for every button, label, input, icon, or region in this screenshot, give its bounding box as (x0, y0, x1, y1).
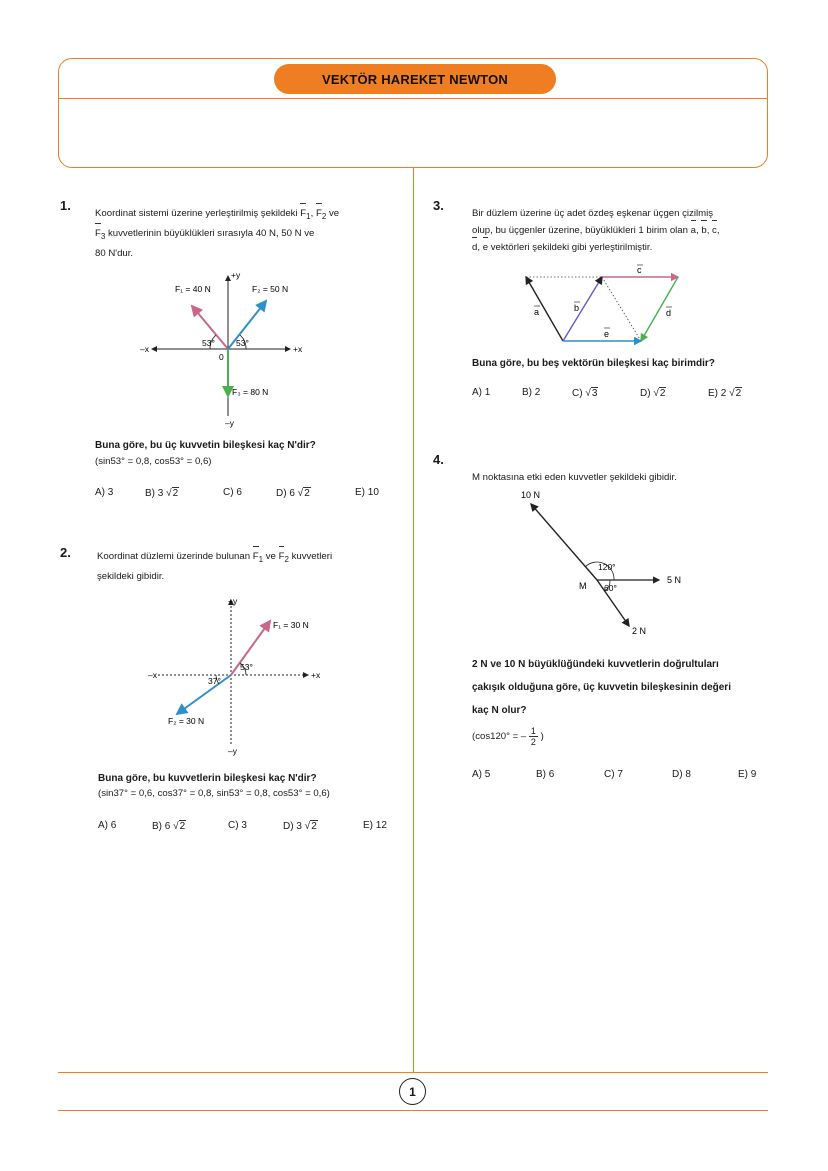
q1-angle-right: 53° (236, 338, 249, 348)
page-title: VEKTÖR HAREKET NEWTON (274, 64, 556, 94)
q2-angle-37: 37° (208, 676, 221, 686)
q4-option-d[interactable]: D) 8 (672, 769, 691, 780)
q4-stem: M noktasına etki eden kuvvetler şekildeki gibidir. (472, 472, 677, 483)
q1-option-c[interactable]: C) 6 (223, 487, 242, 498)
q3-number: 3. (433, 198, 444, 213)
q2-angle-53: 53° (240, 662, 253, 672)
q3-label-e: e (604, 329, 610, 339)
q4-question: 2 N ve 10 N büyüklüğündeki kuvvetlerin doğrultuları çakışık olduğuna göre, üç kuvvetin bileşkesinin değeri kaç N olur? (472, 659, 731, 716)
q1-f3-label: F₃ = 80 N (232, 387, 269, 397)
q3-stem: Bir düzlem üzerine üç adet özdeş eşkenar üçgen çizilmiş olup, bu üçgenler üzerine, büyüklükleri 1 birim olan a, b, c, d, e vektörleri şekildeki gibi yerleştirilmiştir. (472, 205, 772, 256)
q2-option-d[interactable]: D) 3 √2 (283, 821, 317, 832)
q4-angle-120: 120° (598, 562, 616, 572)
q2-f2-label: F₂ = 30 N (168, 716, 205, 726)
q2-given: (sin37° = 0,6, cos37° = 0,8, sin53° = 0,8, cos53° = 0,6) (98, 788, 330, 799)
q3-label-b: b (574, 303, 580, 313)
q2-minus-y: –y (228, 746, 237, 756)
footer-line-top (58, 1072, 768, 1073)
column-divider (413, 168, 414, 1072)
q1-option-a[interactable]: A) 3 (95, 487, 114, 498)
q3-label-c: c (637, 265, 642, 275)
q1-figure (140, 268, 320, 430)
q1-f2-label: F₂ = 50 N (252, 284, 289, 294)
q4-option-e[interactable]: E) 9 (738, 769, 757, 780)
q2-f1-label: F₁ = 30 N (273, 620, 309, 630)
q3-option-c[interactable]: C) √3 (572, 388, 598, 399)
q2-question: Buna göre, bu kuvvetlerin bileşkesi kaç N'dir? (98, 773, 317, 784)
q3-figure (520, 263, 720, 348)
header-divider (59, 98, 767, 99)
q2-option-e[interactable]: E) 12 (363, 820, 387, 831)
q3-option-b[interactable]: B) 2 (522, 387, 541, 398)
q1-minus-x: –x (140, 344, 149, 354)
q1-number: 1. (60, 198, 71, 213)
q1-f1-label: F₁ = 40 N (175, 284, 211, 294)
q1-angle-left: 53° (202, 338, 215, 348)
q3-question: Buna göre, bu beş vektörün bileşkesi kaç birimdir? (472, 358, 715, 369)
q4-option-a[interactable]: A) 5 (472, 769, 491, 780)
q1-plus-y: +y (231, 270, 241, 280)
q2-option-a[interactable]: A) 6 (98, 820, 117, 831)
q1-option-b[interactable]: B) 3 √2 (145, 488, 179, 499)
q1-plus-x: +x (293, 344, 303, 354)
q4-number: 4. (433, 452, 444, 467)
q1-stem: Koordinat sistemi üzerine yerleştirilmiş şekildeki $F_1$, $F_2$ ve $F_3$ kuvvetlerinin büyüklükleri sırasıyla 40 N, 50 N ve 80 N'dur. (95, 205, 395, 262)
q2-minus-x: –x (148, 670, 157, 680)
q4-option-b[interactable]: B) 6 (536, 769, 555, 780)
q1-option-e[interactable]: E) 10 (355, 487, 379, 498)
footer-line-bottom (58, 1110, 768, 1111)
q2-plus-x: +x (311, 670, 321, 680)
q3-label-a: a (534, 307, 540, 317)
q1-given: (sin53° = 0,8, cos53° = 0,6) (95, 456, 212, 467)
q2-stem: Koordinat düzlemi üzerinde bulunan $F_1$ ve $F_2$ kuvvetleri şekildeki gibidir. (97, 548, 397, 585)
q1-option-d[interactable]: D) 6 √2 (276, 488, 310, 499)
q1-origin: 0 (219, 352, 224, 362)
q4-option-c[interactable]: C) 7 (604, 769, 623, 780)
q3-option-d[interactable]: D) √2 (640, 388, 666, 399)
q1-question: Buna göre, bu üç kuvvetin bileşkesi kaç N'dir? (95, 440, 316, 451)
q2-figure (148, 594, 328, 756)
q1-minus-y: –y (225, 418, 234, 428)
q2-plus-y: +y (228, 596, 238, 606)
q4-label-5n: 5 N (667, 575, 682, 585)
q4-label-10n: 10 N (521, 490, 541, 500)
q4-angle-60: 60° (604, 583, 617, 593)
q2-option-c[interactable]: C) 3 (228, 820, 247, 831)
q4-given: (cos120° = – $\frac{1}{2}$ ) (472, 726, 544, 747)
q4-figure (515, 488, 695, 640)
q3-option-e[interactable]: E) 2 √2 (708, 388, 742, 399)
page-number: 1 (399, 1078, 426, 1105)
q2-number: 2. (60, 545, 71, 560)
q4-label-2n: 2 N (632, 626, 647, 636)
q4-label-m: M (579, 581, 587, 591)
q3-label-d: d (666, 308, 672, 318)
q3-option-a[interactable]: A) 1 (472, 387, 491, 398)
q2-option-b[interactable]: B) 6 √2 (152, 821, 186, 832)
